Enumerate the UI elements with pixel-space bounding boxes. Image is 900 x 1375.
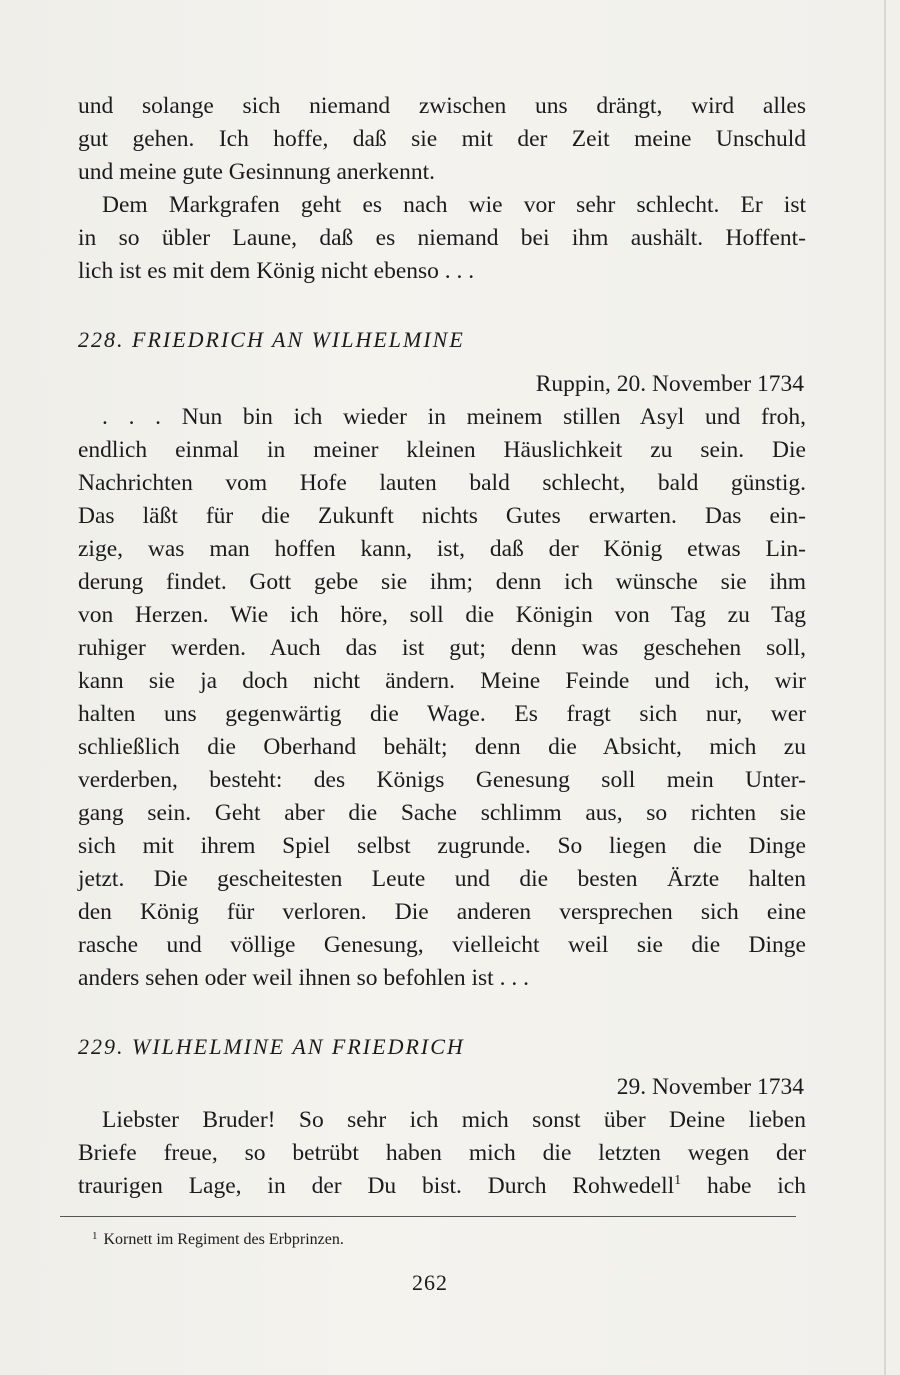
text-line: verderben, besteht: des Königs Genesung soll mein Unter- (78, 767, 806, 793)
text-line: von Herzen. Wie ich höre, soll die Königin von Tag zu Tag (78, 602, 806, 628)
text-line: rasche und völlige Genesung, vielleicht weil sie die Dinge (78, 932, 806, 958)
text-line: Das läßt für die Zukunft nichts Gutes erwarten. Das ein- (78, 503, 806, 529)
text-line: in so übler Laune, daß es niemand bei ihm aushält. Hoffent- (78, 225, 806, 251)
text-line: und meine gute Gesinnung anerkennt. (78, 159, 435, 185)
text-line: zige, was man hoffen kann, ist, daß der König etwas Lin- (78, 536, 806, 562)
text-line: jetzt. Die gescheitesten Leute und die besten Ärzte halten (78, 866, 806, 892)
footnote (92, 1224, 344, 1252)
text-line: lich ist es mit dem König nicht ebenso . . . (78, 258, 475, 284)
page-edge (884, 0, 886, 1375)
footnote-reference: 1 (674, 1173, 682, 1188)
text-line: halten uns gegenwärtig die Wage. Es fragt sich nur, wer (78, 701, 806, 727)
text-line-tail: habe ich (681, 1173, 806, 1199)
letter-229 (78, 1027, 806, 1203)
text-line: Dem Markgrafen geht es nach wie vor sehr schlecht. Er ist (102, 192, 806, 218)
text-line: schließlich die Oberhand behält; denn die Absicht, mich zu (78, 734, 806, 760)
text-line: Nachrichten vom Hofe lauten bald schlecht, bald günstig. (78, 470, 806, 496)
text-line: gut gehen. Ich hoffe, daß sie mit der Zeit meine Unschuld (78, 126, 806, 152)
text-line-with-footnote (78, 1170, 806, 1203)
text-line: derung findet. Gott gebe sie ihm; denn ich wünsche sie ihm (78, 569, 806, 595)
letter-dateline: 29. November 1734 (616, 1074, 804, 1100)
letter-heading: 228. FRIEDRICH AN WILHELMINE (78, 327, 465, 352)
text-line: sich mit ihrem Spiel selbst zugrunde. So liegen die Dinge (78, 833, 806, 859)
footnote-marker: 1 (92, 1230, 98, 1242)
letter-dateline: Ruppin, 20. November 1734 (535, 371, 804, 397)
letter-heading: 229. WILHELMINE AN FRIEDRICH (78, 1034, 465, 1059)
text-line: gang sein. Geht aber die Sache schlimm aus, so richten sie (78, 800, 806, 826)
text-line: den König für verloren. Die anderen versprechen sich eine (78, 899, 806, 925)
text-line: anders sehen oder weil ihnen so befohlen ist . . . (78, 965, 529, 991)
text-line: Briefe freue, so betrübt haben mich die letzten wegen der (78, 1140, 806, 1166)
text-line: endlich einmal in meiner kleinen Häuslichkeit zu sein. Die (78, 437, 806, 463)
text-line: . . . Nun bin ich wieder in meinem stillen Asyl und froh, (102, 404, 806, 430)
text-line: ruhiger werden. Auch das ist gut; denn was geschehen soll, (78, 635, 806, 661)
text-line: und solange sich niemand zwischen uns drängt, wird alles (78, 93, 806, 119)
footnote-text: Kornett im Regiment des Erbprinzen. (103, 1231, 344, 1248)
letter-228 (78, 320, 806, 995)
text-line-head: traurigen Lage, in der Du bist. Durch Rohwedell (78, 1173, 675, 1199)
footnote-divider (60, 1216, 796, 1217)
text-line: kann sie ja doch nicht ändern. Meine Feinde und ich, wir (78, 668, 806, 694)
page-number: 262 (412, 1270, 448, 1295)
paragraph-continuation (78, 90, 806, 288)
text-line: Liebster Bruder! So sehr ich mich sonst über Deine lieben (102, 1107, 806, 1133)
